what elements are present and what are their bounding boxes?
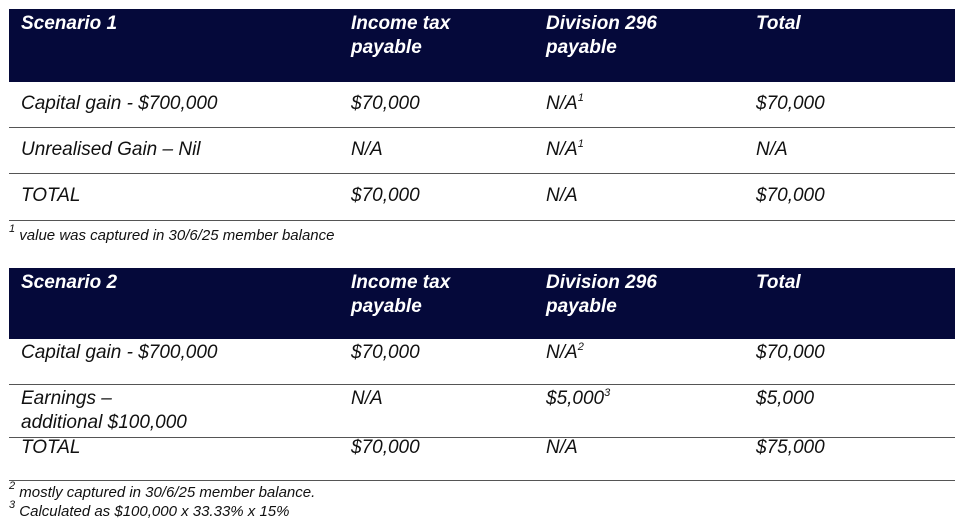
division-296-value: $N/A^2$: [546, 341, 584, 363]
income-tax-value: $70,000: [351, 342, 420, 363]
income-tax-value: $70,000: [351, 437, 420, 458]
division-296-value: N/A: [546, 185, 578, 206]
footnote-3: [9, 499, 290, 521]
header-income-tax: Income tax payable: [351, 272, 451, 317]
footnote-ref: 1: [577, 92, 584, 104]
total-row: [9, 438, 955, 481]
scenario-1-table: [9, 9, 955, 221]
footnote-mark: 2: [9, 480, 16, 492]
row-label: Capital gain - $700,000: [21, 342, 218, 363]
header-income-tax: Income tax payable: [351, 13, 451, 58]
total-value: $70,000: [756, 185, 825, 206]
footnote-mark: 3: [9, 499, 16, 511]
table-row: [9, 82, 955, 128]
income-tax-value: N/A: [351, 388, 383, 409]
footnote-text: value was captured in 30/6/25 member balance: [15, 227, 335, 244]
footnote-2: [9, 480, 316, 502]
header-scenario-1: Scenario 1: [21, 13, 118, 34]
header-division-296: Division 296 payable: [546, 272, 657, 317]
header-division-296: Division 296 payable: [546, 13, 657, 58]
total-value: $75,000: [756, 437, 825, 458]
total-value: $5,000: [756, 388, 815, 409]
table-row: [9, 128, 955, 174]
row-label: TOTAL: [21, 437, 81, 458]
table-row: [9, 385, 955, 438]
row-label: Earnings – additional $100,000: [21, 388, 187, 433]
total-value: N/A: [756, 139, 788, 160]
income-tax-value: $70,000: [351, 185, 420, 206]
header-total: Total: [756, 272, 801, 293]
division-296-value: $5,000$^3$: [546, 387, 611, 409]
table-row: [9, 339, 955, 385]
income-tax-value: $70,000: [351, 93, 420, 114]
division-296-value: N/A: [546, 437, 578, 458]
row-label: TOTAL: [21, 185, 81, 206]
row-label: Capital gain - $700,000: [21, 93, 218, 114]
footnote-ref: 1: [577, 138, 584, 150]
header-scenario-2: Scenario 2: [21, 272, 118, 293]
footnote-1: [9, 223, 335, 245]
footnote-text: mostly captured in 30/6/25 member balance.: [15, 484, 316, 501]
header-total: Total: [756, 13, 801, 34]
scenario-1-header-row: [9, 9, 955, 82]
total-value: $70,000: [756, 342, 825, 363]
footnote-mark: 1: [9, 223, 16, 235]
total-row: [9, 174, 955, 221]
footnote-text: Calculated as $100,000 x 33.33% x 15%: [15, 503, 290, 520]
division-296-value: $N/A^1$: [546, 138, 584, 160]
scenario-2-header-row: [9, 268, 955, 339]
footnote-ref: 3: [604, 387, 611, 399]
scenario-2-table: [9, 268, 955, 481]
footnote-ref: 2: [577, 341, 584, 353]
division-296-value: $N/A^1$: [546, 92, 584, 114]
total-value: $70,000: [756, 93, 825, 114]
income-tax-value: N/A: [351, 139, 383, 160]
row-label: Unrealised Gain – Nil: [21, 139, 201, 160]
